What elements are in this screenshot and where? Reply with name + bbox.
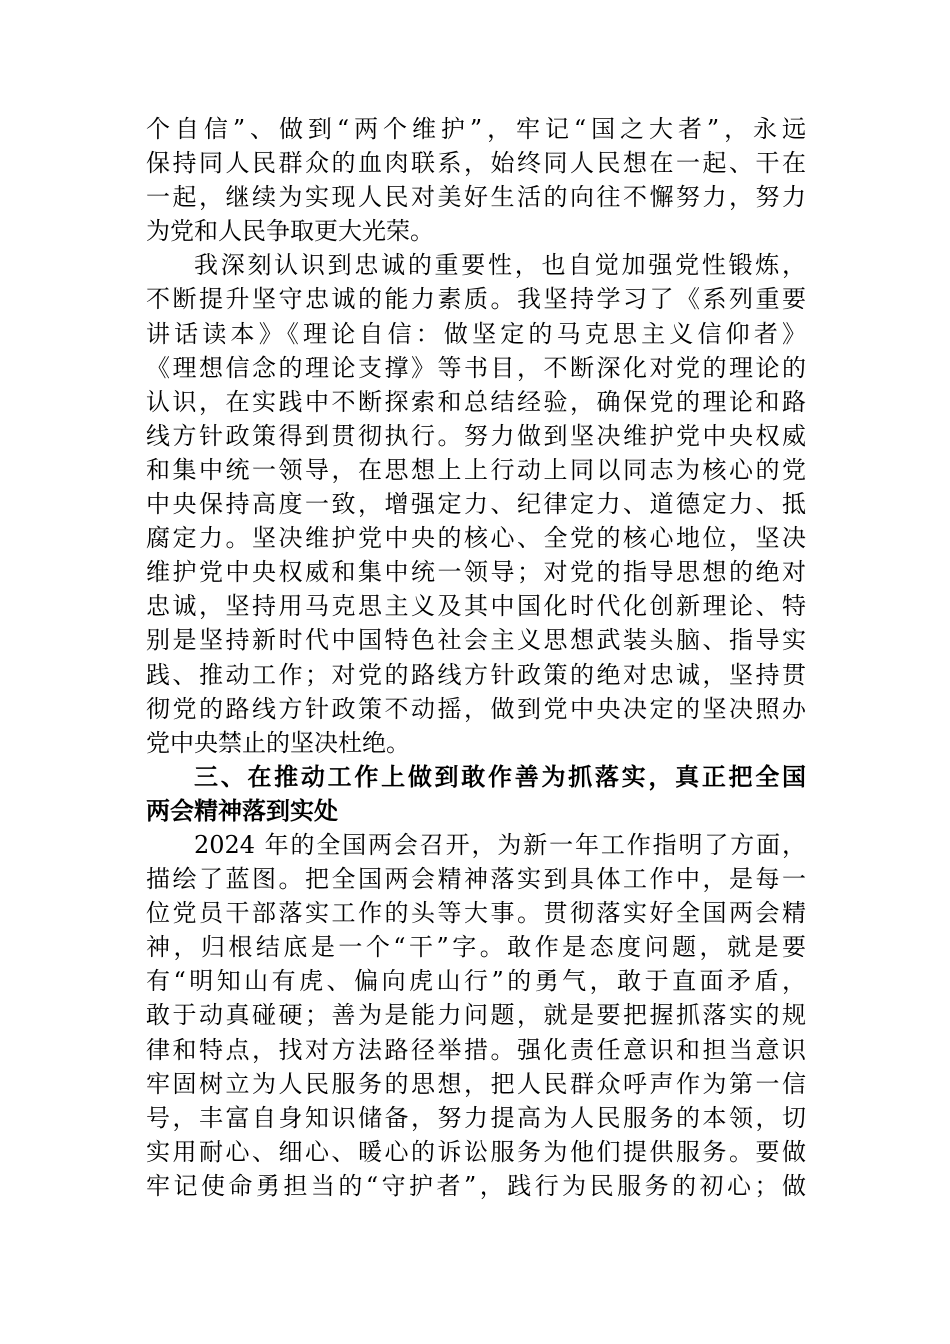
paragraph-3-line-6: 敢于动真碰硬；善为是能力问题，就是要把握抓落实的规 xyxy=(146,1001,806,1030)
paragraph-1-line-2: 保持同人民群众的血肉联系，始终同人民想在一起、干在 xyxy=(146,149,806,178)
paragraph-1-line-4: 为党和人民争取更大光荣。 xyxy=(146,217,434,246)
paragraph-2-line-14: 彻党的路线方针政策不动摇，做到党中央决定的坚决照办 xyxy=(146,694,806,723)
paragraph-2-line-8: 中央保持高度一致，增强定力、纪律定力、道德定力、抵 xyxy=(146,490,806,519)
paragraph-2-line-6: 线方针政策得到贯彻执行。努力做到坚决维护党中央权威 xyxy=(146,421,806,450)
paragraph-2-line-7: 和集中统一领导，在思想上上行动上同以同志为核心的党 xyxy=(146,455,806,484)
paragraph-1-line-3: 一起，继续为实现人民对美好生活的向往不懈努力，努力 xyxy=(146,183,806,212)
paragraph-3-line-7: 律和特点，找对方法路径举措。强化责任意识和担当意识 xyxy=(146,1035,806,1064)
paragraph-2-line-4: 《理想信念的理论支撑》等书目，不断深化对党的理论的 xyxy=(146,353,806,382)
document-body xyxy=(146,112,806,1203)
paragraph-3-line-4: 神，归根结底是一个“干”字。敢作是态度问题，就是要 xyxy=(146,933,806,962)
paragraph-3-line-9: 号，丰富自身知识储备，努力提高为人民服务的本领，切 xyxy=(146,1103,806,1132)
paragraph-2-line-10: 维护党中央权威和集中统一领导；对党的指导思想的绝对 xyxy=(146,558,806,587)
paragraph-3-line-11: 牢记使命勇担当的“守护者”，践行为民服务的初心；做 xyxy=(146,1171,806,1200)
paragraph-3-line-8: 牢固树立为人民服务的思想，把人民群众呼声作为第一信 xyxy=(146,1069,806,1098)
paragraph-3-line-10: 实用耐心、细心、暖心的诉讼服务为他们提供服务。要做 xyxy=(146,1137,806,1166)
paragraph-2-line-5: 认识，在实践中不断探索和总结经验，确保党的理论和路 xyxy=(146,387,806,416)
paragraph-2-line-15: 党中央禁止的坚决杜绝。 xyxy=(146,728,410,757)
paragraph-2-line-3: 讲话读本》《理论自信：做坚定的马克思主义信仰者》 xyxy=(146,319,806,348)
paragraph-3-line-5: 有“明知山有虎、偏向虎山行”的勇气，敢于直面矛盾， xyxy=(146,967,806,996)
paragraph-2-line-1: 我深刻认识到忠诚的重要性，也自觉加强党性锻炼， xyxy=(194,251,806,280)
section-heading-line-2: 两会精神落到实处 xyxy=(146,796,338,825)
paragraph-2-line-13: 践、推动工作；对党的路线方针政策的绝对忠诚，坚持贯 xyxy=(146,660,806,689)
paragraph-3-line-2: 描绘了蓝图。把全国两会精神落实到具体工作中，是每一 xyxy=(146,865,806,894)
paragraph-3-line-1: 2024 年的全国两会召开，为新一年工作指明了方面， xyxy=(194,830,806,859)
paragraph-2-line-12: 别是坚持新时代中国特色社会主义思想武装头脑、指导实 xyxy=(146,626,806,655)
paragraph-3-line-3: 位党员干部落实工作的头等大事。贯彻落实好全国两会精 xyxy=(146,899,806,928)
paragraph-2-line-11: 忠诚，坚持用马克思主义及其中国化时代化创新理论、特 xyxy=(146,592,806,621)
paragraph-1-line-1: 个自信”、做到“两个维护”，牢记“国之大者”，永远 xyxy=(146,115,806,143)
section-heading-line-1: 三、在推动工作上做到敢作善为抓落实，真正把全国 xyxy=(194,762,806,791)
paragraph-2-line-9: 腐定力。坚决维护党中央的核心、全党的核心地位，坚决 xyxy=(146,524,806,553)
paragraph-2-line-2: 不断提升坚守忠诚的能力素质。我坚持学习了《系列重要 xyxy=(146,285,806,314)
